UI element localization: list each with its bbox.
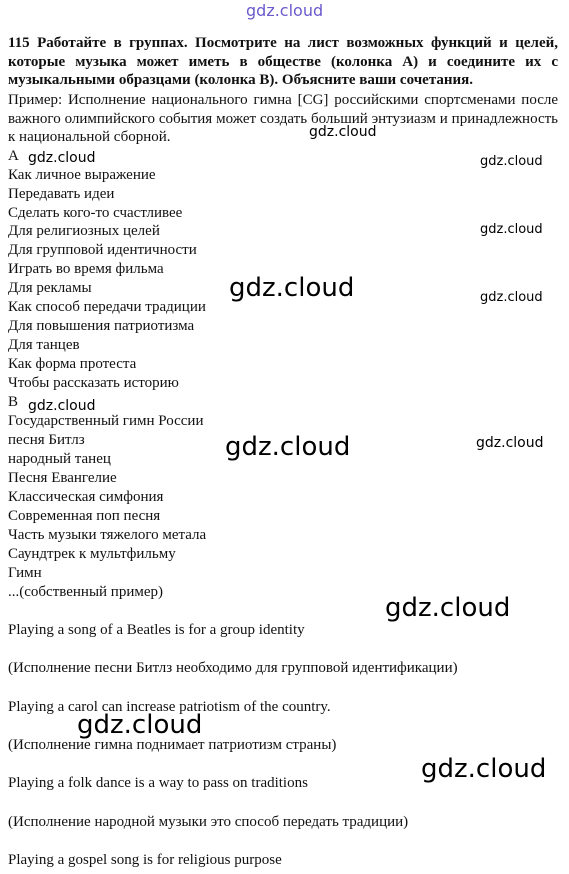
column-b-item: ...(собственный пример): [8, 584, 164, 600]
task-number: 115: [8, 35, 30, 51]
watermark: gdz.cloud: [385, 593, 511, 623]
watermark: gdz.cloud: [77, 710, 203, 740]
column-a-item: Для религиозных целей: [8, 223, 160, 239]
answer-translation: (Исполнение гимна поднимает патриотизм страны): [8, 737, 337, 753]
task-heading: [8, 34, 558, 90]
column-b-item: народный танец: [8, 451, 111, 467]
column-b-item: Современная поп песня: [8, 508, 161, 524]
column-a-item: Для рекламы: [8, 280, 92, 296]
answer-english: Playing a carol can increase patriotism of the country.: [8, 699, 331, 715]
task-instruction: Работайте в группах. Посмотрите на лист возможных функций и целей, которые музыка может иметь в обществе (колонка A) и соедините их с музыкальными образцами (колонка B). Объясните ваши сочетания.: [8, 35, 558, 88]
column-b-item: Песня Евангелие: [8, 470, 117, 486]
watermark: gdz.cloud: [309, 124, 377, 140]
column-b-item: Гимн: [8, 565, 42, 581]
column-a-item: Как способ передачи традиции: [8, 299, 206, 315]
answer-translation: (Исполнение песни Битлз необходимо для групповой идентификации): [8, 660, 458, 676]
column-a-item: Как форма протеста: [8, 356, 137, 372]
column-b-item: Саундтрек к мультфильму: [8, 546, 176, 562]
column-a-item: Как личное выражение: [8, 167, 156, 183]
watermark: gdz.cloud: [421, 754, 547, 784]
watermark: gdz.cloud: [476, 435, 544, 451]
answer-english: Playing a song of a Beatles is for a group identity: [8, 622, 305, 638]
answer-english: Playing a folk dance is a way to pass on traditions: [8, 775, 308, 791]
column-b-item: Классическая симфония: [8, 489, 164, 505]
column-b-heading: B: [8, 394, 19, 410]
column-a-item: Сделать кого-то счастливее: [8, 205, 183, 221]
answer-translation: (Исполнение народной музыки это способ передать традиции): [8, 814, 409, 830]
column-b-item: Часть музыки тяжелого метала: [8, 527, 207, 543]
watermark: gdz.cloud: [480, 222, 543, 237]
column-b-item: песня Битлз: [8, 432, 85, 448]
watermark: gdz.cloud: [28, 398, 96, 414]
watermark: gdz.cloud: [225, 432, 351, 462]
column-a-item: Чтобы рассказать историю: [8, 375, 179, 391]
watermark: gdz.cloud: [28, 150, 96, 166]
watermark: gdz.cloud: [229, 273, 355, 303]
column-a-item: Передавать идеи: [8, 186, 115, 202]
example-paragraph: Пример: Исполнение национального гимна [CG] российскими спортсменами после важного олимпийского события может создать больший энтузиазм и принадлежность к национальной сборной.: [8, 92, 558, 145]
watermark: gdz.cloud: [480, 290, 543, 305]
column-a-item: Для танцев: [8, 337, 80, 353]
column-a-item: Для групповой идентичности: [8, 242, 197, 258]
watermark-top: gdz.cloud: [246, 1, 324, 20]
column-a-heading: A: [8, 148, 19, 164]
column-a-item: Для повышения патриотизма: [8, 318, 195, 334]
answer-english: Playing a gospel song is for religious purpose: [8, 852, 282, 868]
column-a-item: Играть во время фильма: [8, 261, 164, 277]
column-b-item: Государственный гимн России: [8, 413, 204, 429]
watermark: gdz.cloud: [480, 154, 543, 169]
